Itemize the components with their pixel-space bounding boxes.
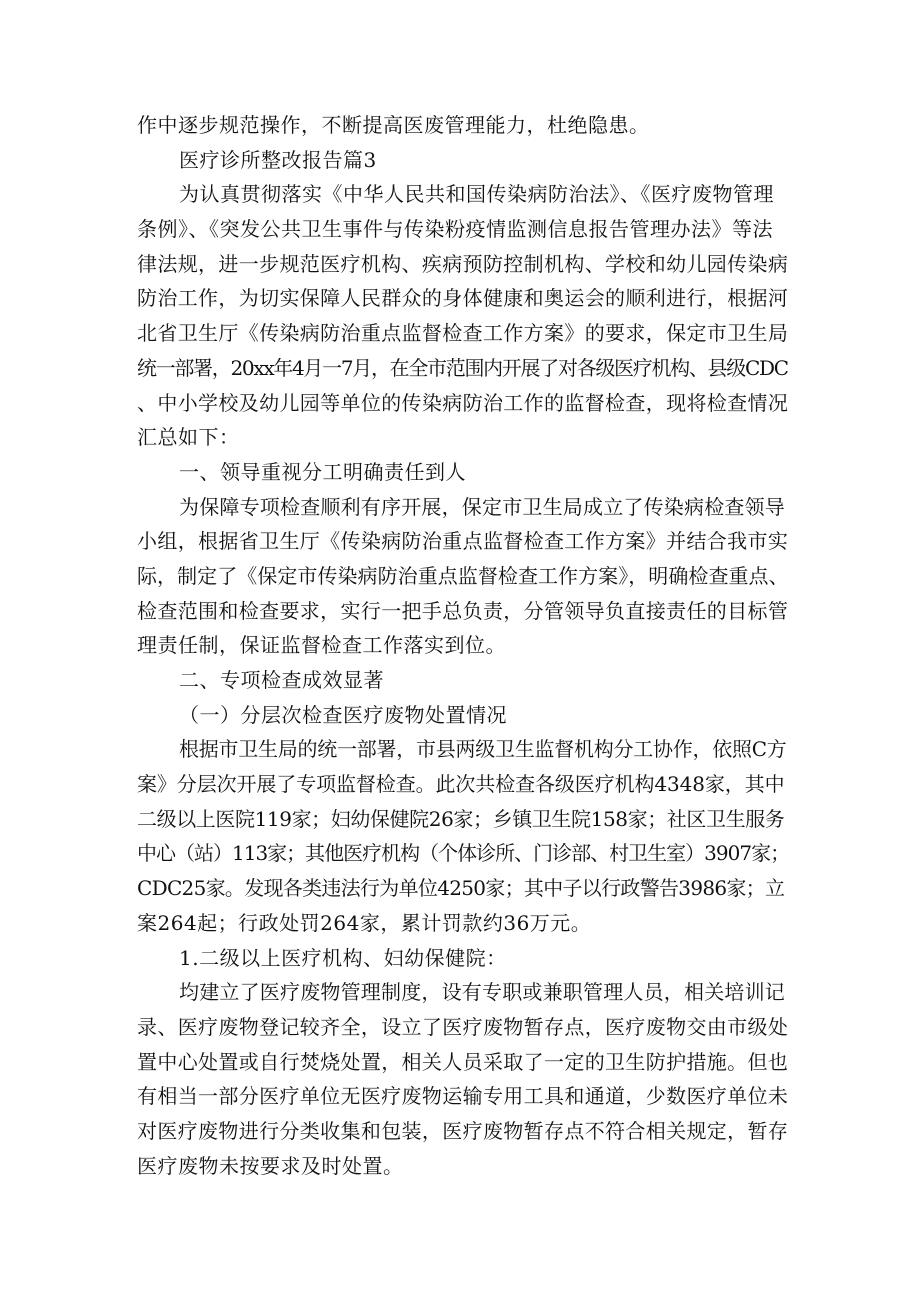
text-line: 防治工作，为切实保障人民群众的身体健康和奥运会的顺利进行，根据河 — [137, 286, 789, 311]
text-line: 案264起；行政处罚264家，累计罚款约36万元。 — [137, 910, 592, 935]
text-line: 对医疗废物进行分类收集和包装，医疗废物暂存点不符合相关规定，暂存 — [137, 1118, 789, 1143]
text-line: 置中心处置或自行焚烧处置，相关人员采取了一定的卫生防护措施。但也 — [137, 1049, 789, 1074]
text-line: 、中小学校及幼儿园等单位的传染病防治工作的监督检查，现将检查情况 — [137, 390, 789, 415]
text-line: 检查范围和检查要求，实行一把手总负责，分管领导负直接责任的目标管 — [137, 598, 789, 623]
section-heading-2: 二、专项检查成效显著 — [179, 668, 384, 692]
list-item-heading-1: 1.二级以上医疗机构、妇幼保健院： — [179, 945, 507, 970]
text-line: CDC25家。发现各类违法行为单位4250家；其中子以行政警告3986家；立 — [137, 876, 785, 901]
text-line: 医疗废物未按要求及时处置。 — [137, 1153, 404, 1178]
section-heading-1: 一、领导重视分工明确责任到人 — [179, 459, 466, 484]
text-line: 中心（站）113家；其他医疗机构（个体诊所、门诊部、村卫生室）3907家； — [137, 841, 790, 866]
text-line: 二级以上医院119家；妇幼保健院26家；乡镇卫生院158家；社区卫生服务 — [137, 806, 785, 831]
text-line: 根据市卫生局的统一部署，市县两级卫生监督机构分工协作，依照C方 — [179, 737, 787, 762]
text-line: 有相当一部分医疗单位无医疗废物运输专用工具和通道，少数医疗单位未 — [137, 1084, 789, 1109]
text-line: 作中逐步规范操作，不断提高医废管理能力，杜绝隐患。 — [137, 113, 650, 137]
text-line: 律法规，进一步规范医疗机构、疾病预防控制机构、学校和幼儿园传染病 — [137, 251, 789, 276]
text-line: 汇总如下： — [137, 425, 240, 450]
text-line: 录、医疗废物登记较齐全，设立了医疗废物暂存点，医疗废物交由市级处 — [137, 1014, 789, 1039]
text-line: 均建立了医疗废物管理制度，设有专职或兼职管理人员，相关培训记 — [179, 980, 785, 1005]
section-heading-report-3: 医疗诊所整改报告篇3 — [179, 147, 377, 172]
subsection-heading-1: （一）分层次检查医疗废物处置情况 — [179, 702, 507, 727]
text-line: 北省卫生厅《传染病防治重点监督检查工作方案》的要求，保定市卫生局 — [137, 321, 789, 346]
text-line: 为认真贯彻落实《中华人民共和国传染病防治法》、《医疗废物管理 — [179, 182, 774, 207]
text-line: 为保障专项检查顺利有序开展，保定市卫生局成立了传染病检查领导 — [179, 494, 785, 519]
text-line: 统一部署，20xx年4月一7月，在全市范围内开展了对各级医疗机构、县级CDC — [137, 355, 788, 380]
text-line: 条例》、《突发公共卫生事件与传染粉疫情监测信息报告管理办法》等法 — [137, 217, 773, 242]
text-line: 理责任制，保证监督检查工作落实到位。 — [137, 633, 506, 658]
text-line: 际，制定了《保定市传染病防治重点监督检查工作方案》，明确检查重点、 — [137, 563, 789, 588]
text-line: 案》分层次开展了专项监督检查。此次共检查各级医疗机构4348家，其中 — [137, 772, 785, 797]
document-body — [137, 108, 790, 1183]
text-line: 小组，根据省卫生厅《传染病防治重点监督检查工作方案》并结合我市实 — [137, 529, 789, 554]
